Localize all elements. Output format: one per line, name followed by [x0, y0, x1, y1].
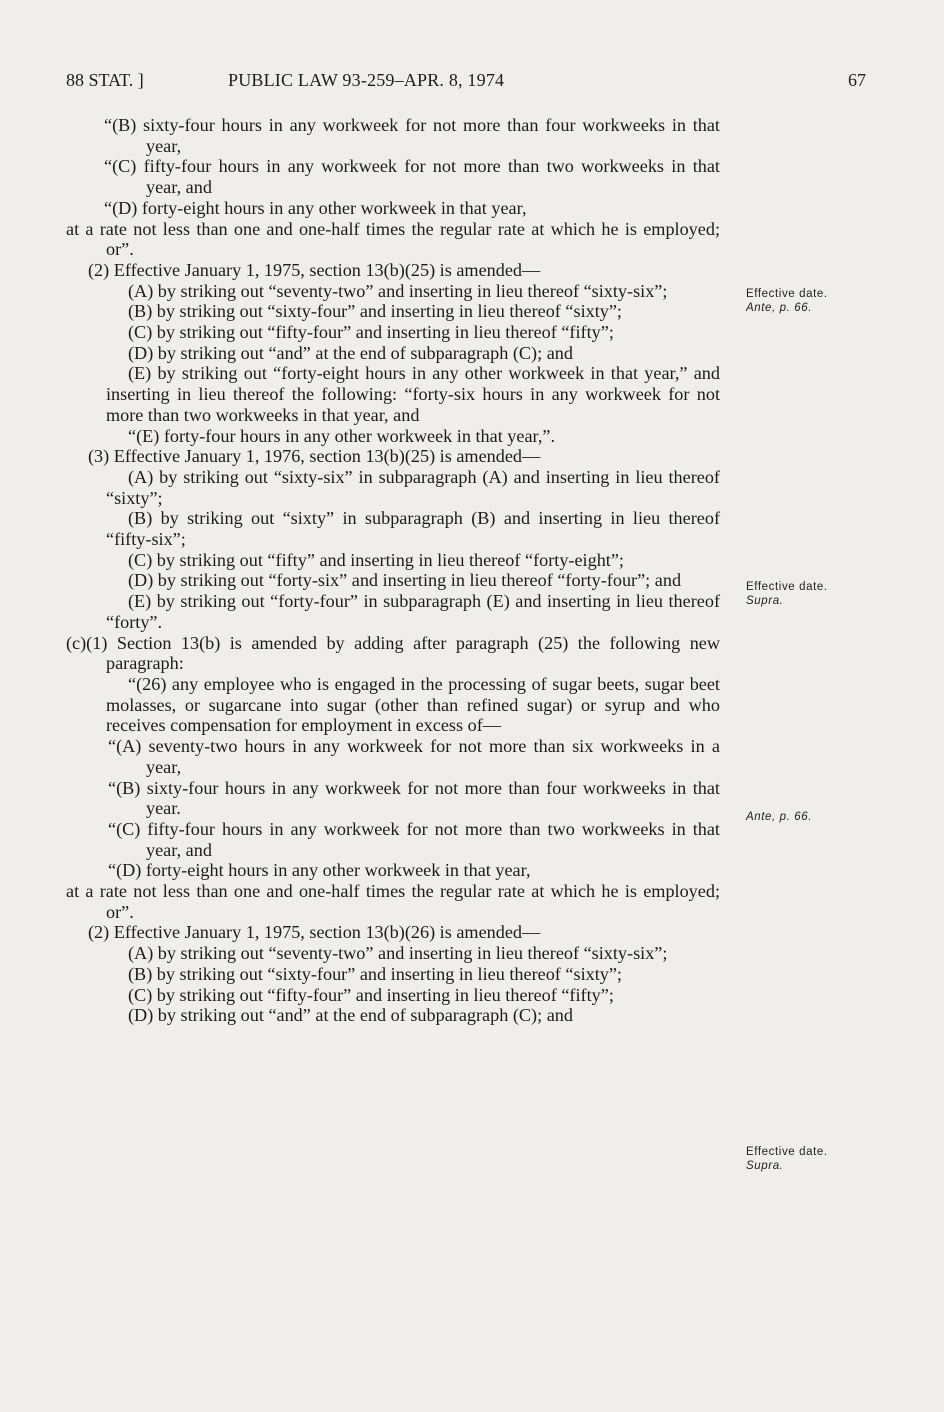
margin-note-reference: Ante, p. 66. — [746, 302, 813, 314]
law-title: PUBLIC LAW 93-259–APR. 8, 1974 — [228, 70, 505, 90]
text-paragraph: (D) by striking out “and” at the end of subparagraph (C); and — [128, 1005, 573, 1026]
text-paragraph: (D) by striking out “forty-six” and inserting in lieu thereof “forty-four”; and — [128, 570, 682, 591]
text-paragraph: (3) Effective January 1, 1976, section 13(b)(25) is amended— — [88, 446, 541, 467]
text-paragraph: (E) by striking out “forty-eight hours in any other workweek in that year,” and inserting in lieu thereof the following: “forty-six hours in any workweek for not more than two workweeks in that year, and — [106, 363, 720, 425]
margin-note — [746, 810, 866, 824]
text-paragraph: (D) by striking out “and” at the end of subparagraph (C); and — [128, 342, 573, 363]
text-paragraph: (A) by striking out “seventy-two” and inserting in lieu thereof “sixty-six”; — [128, 280, 668, 301]
text-paragraph: “(E) forty-four hours in any other workweek in that year,”. — [128, 425, 556, 446]
text-paragraph: (2) Effective January 1, 1975, section 13(b)(25) is amended— — [88, 259, 541, 280]
text-paragraph: (C) by striking out “fifty-four” and inserting in lieu thereof “fifty”; — [128, 984, 614, 1005]
margin-note-reference: Supra. — [746, 1160, 784, 1172]
text-paragraph: (E) by striking out “forty-four” in subparagraph (E) and inserting in lieu thereof “forty”. — [106, 591, 720, 632]
text-paragraph: “(B) sixty-four hours in any workweek for not more than four workweeks in that year. — [108, 777, 720, 819]
margin-note-reference: Supra. — [746, 595, 784, 607]
text-paragraph: (2) Effective January 1, 1975, section 13(b)(26) is amended— — [88, 922, 541, 943]
text-paragraph: (A) by striking out “sixty-six” in subparagraph (A) and inserting in lieu thereof “sixty”; — [106, 466, 720, 508]
text-paragraph: “(D) forty-eight hours in any other workweek in that year, — [108, 860, 531, 881]
margin-note — [746, 1145, 866, 1173]
text-paragraph: “(26) any employee who is engaged in the processing of sugar beets, sugar beet molasses, or sugarcane into sugar (other than refined sugar) or syrup and who receives compensation for employment in excess of— — [106, 673, 720, 736]
text-paragraph: (B) by striking out “sixty” in subparagraph (B) and inserting in lieu thereof “fifty-six”; — [106, 508, 720, 550]
margin-note-reference: Ante, p. 66. — [746, 811, 813, 823]
text-paragraph: (A) by striking out “seventy-two” and inserting in lieu thereof “sixty-six”; — [128, 943, 668, 964]
page-header — [66, 70, 866, 96]
statute-reference: 88 STAT. ] — [66, 70, 144, 90]
text-paragraph: (C) by striking out “fifty” and inserting in lieu thereof “forty-eight”; — [128, 549, 624, 570]
text-paragraph: at a rate not less than one and one-half times the regular rate at which he is employed; or”. — [66, 881, 720, 922]
text-paragraph: “(B) sixty-four hours in any workweek for not more than four workweeks in that year, — [104, 115, 720, 156]
page-number: 67 — [848, 70, 866, 90]
margin-note — [746, 287, 866, 315]
margin-note-label: Effective date. — [746, 1146, 828, 1158]
text-paragraph: at a rate not less than one and one-half times the regular rate at which he is employed; or”. — [66, 218, 720, 260]
margin-note-label: Effective date. — [746, 288, 828, 300]
text-paragraph: “(C) fifty-four hours in any workweek for not more than two workweeks in that year, and — [108, 818, 720, 860]
text-paragraph: (C) by striking out “fifty-four” and inserting in lieu thereof “fifty”; — [128, 322, 614, 343]
text-paragraph: “(D) forty-eight hours in any other workweek in that year, — [104, 197, 527, 218]
margin-note-label: Effective date. — [746, 581, 828, 593]
margin-note — [746, 580, 866, 608]
text-paragraph: “(A) seventy-two hours in any workweek for not more than six workweeks in a year, — [108, 736, 720, 777]
text-paragraph: (c)(1) Section 13(b) is amended by adding after paragraph (25) the following new paragraph: — [66, 632, 720, 674]
text-paragraph: (B) by striking out “sixty-four” and inserting in lieu thereof “sixty”; — [128, 963, 622, 984]
text-paragraph: (B) by striking out “sixty-four” and inserting in lieu thereof “sixty”; — [128, 301, 622, 322]
document-body — [66, 115, 720, 1026]
text-paragraph: “(C) fifty-four hours in any workweek for not more than two workweeks in that year, and — [104, 156, 720, 198]
